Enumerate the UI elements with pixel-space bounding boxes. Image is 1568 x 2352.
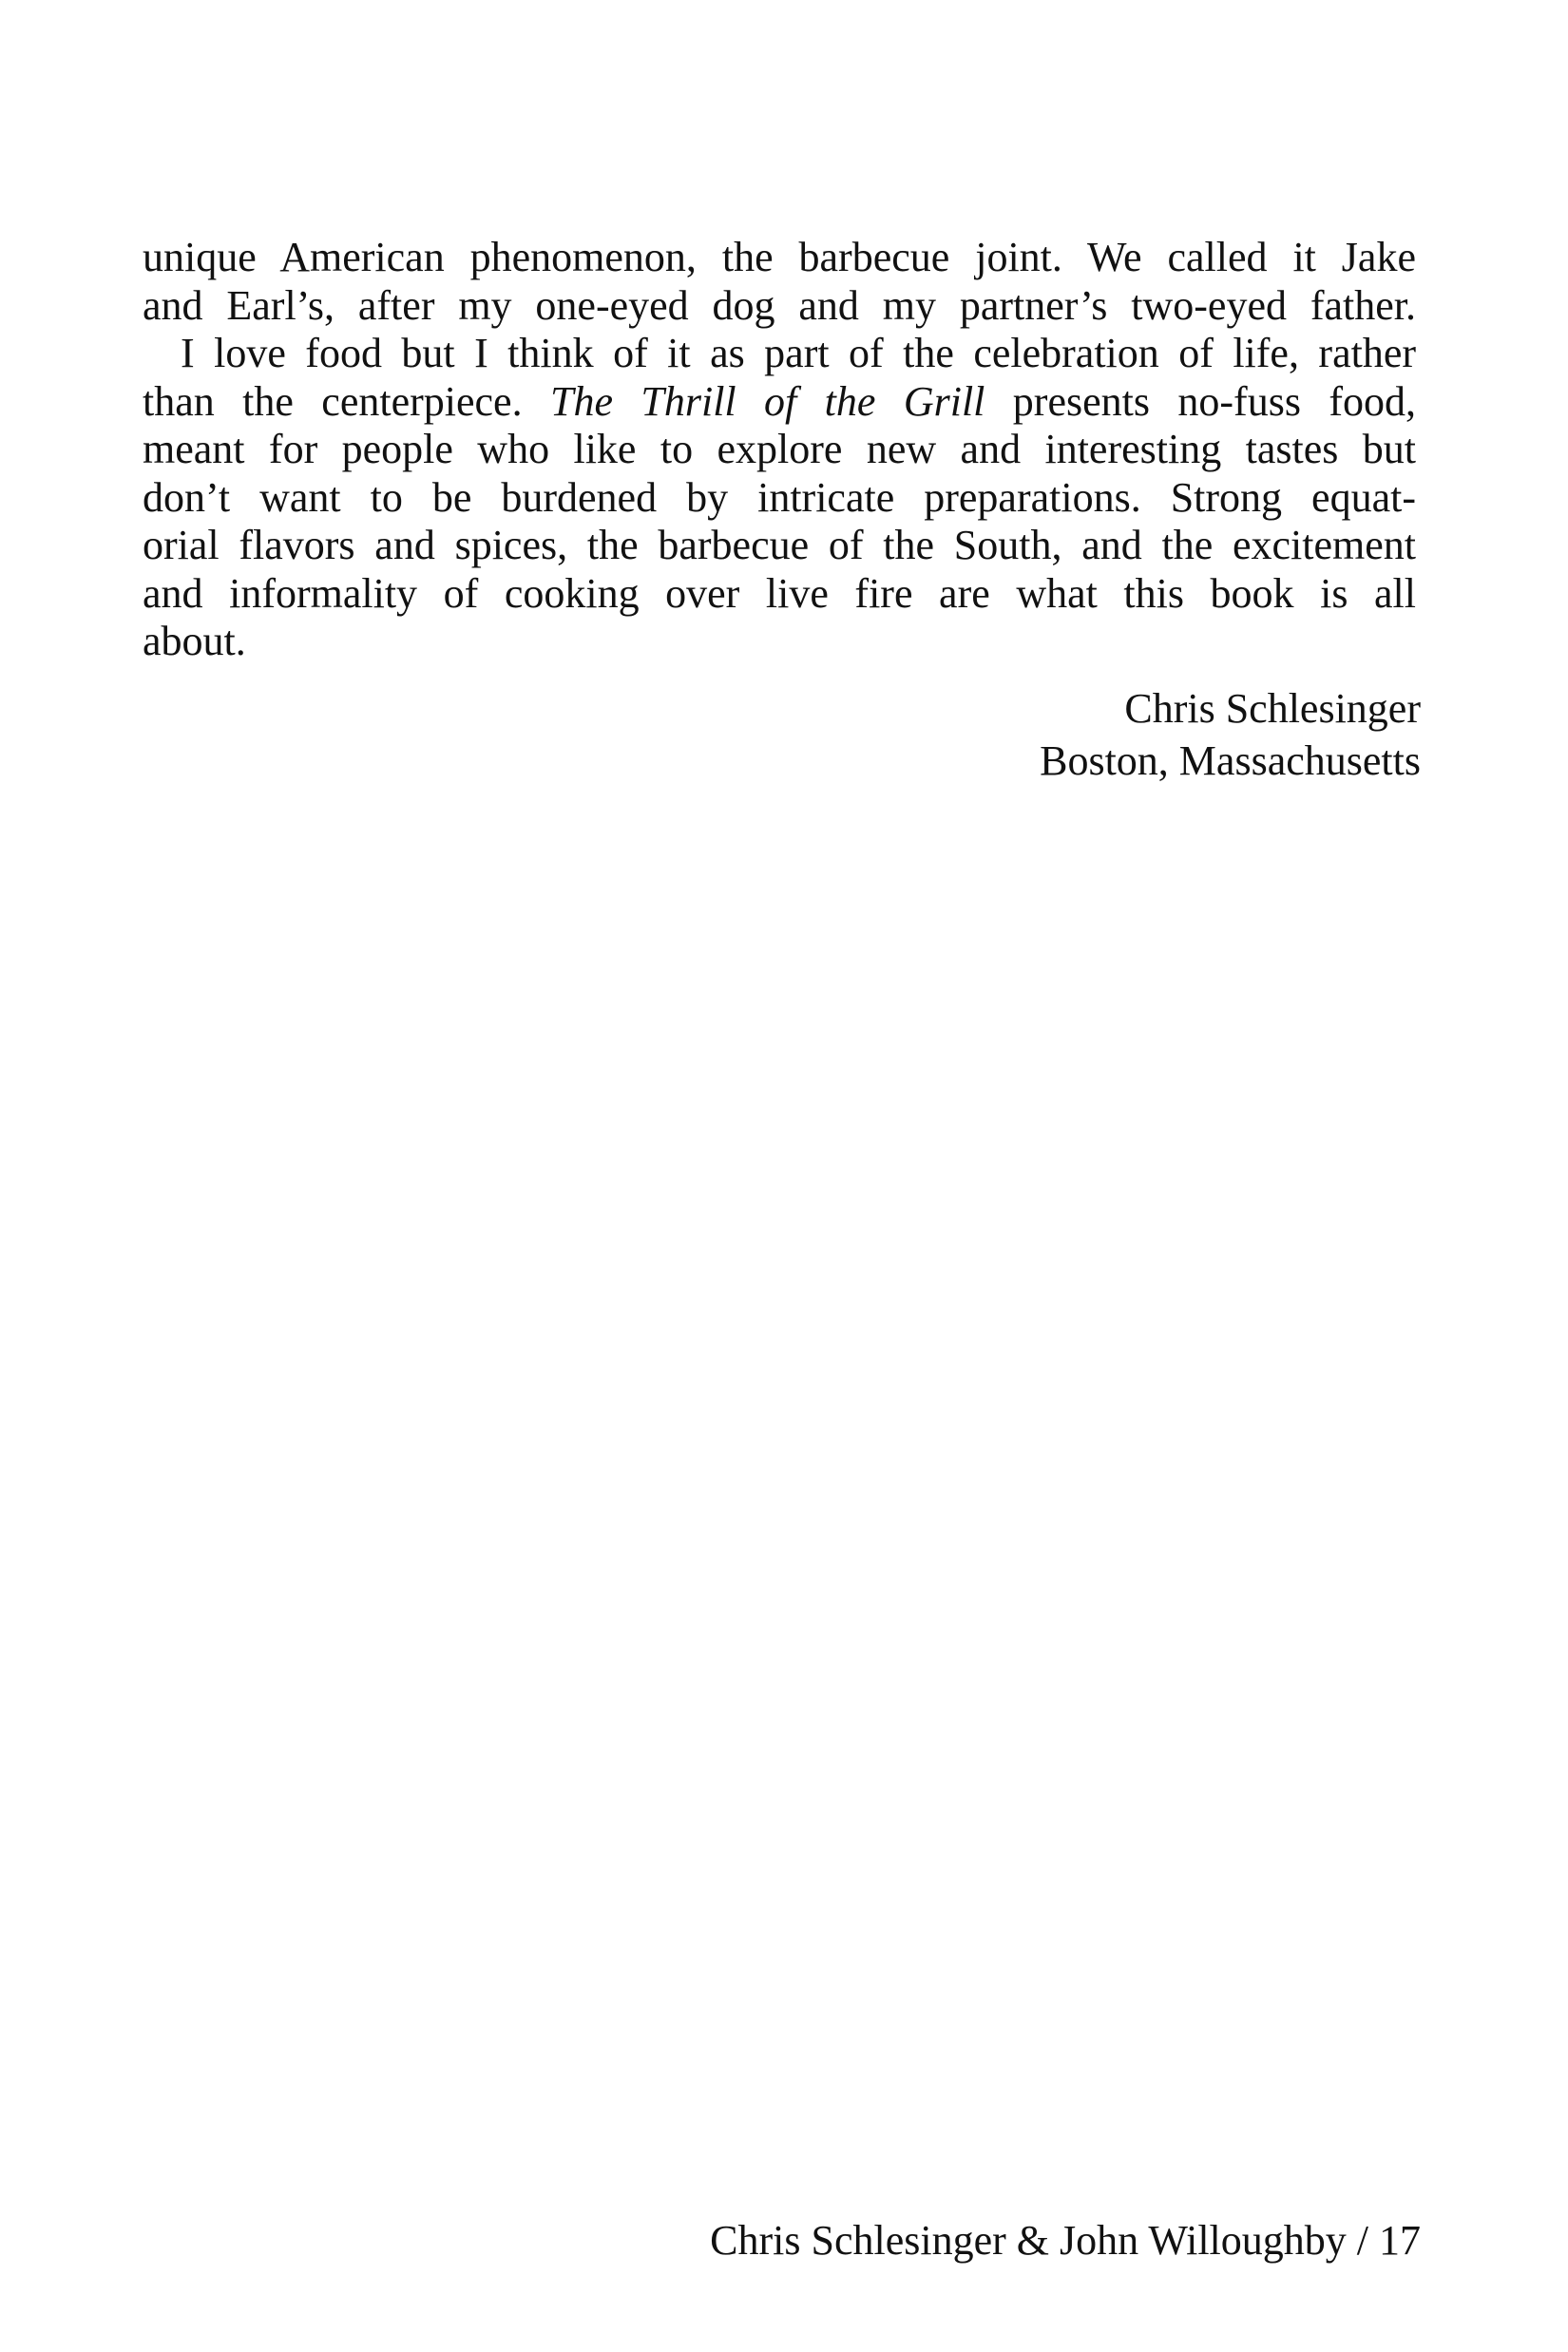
body-line: I love food but I think of it as part of the celebration of life, rather <box>181 330 1416 376</box>
text-fragment: presents no-fuss food, <box>985 377 1416 425</box>
book-title: The Thrill of the Grill <box>549 377 985 425</box>
page-footer: Chris Schlesinger & John Willoughby / 17 <box>710 2217 1421 2264</box>
body-line: don’t want to be burdened by intricate preparations. Strong equat- <box>143 473 1416 521</box>
body-line: about. <box>143 618 246 664</box>
signature-block <box>1040 682 1421 787</box>
text-fragment: than the centerpiece. <box>143 377 550 425</box>
author-location: Boston, Massachusetts <box>1040 737 1421 784</box>
body-line: meant for people who like to explore new and interesting tastes but <box>143 426 1416 472</box>
body-line: and informality of cooking over live fire are what this book is all <box>143 569 1416 617</box>
body-line: unique American phenomenon, the barbecue joint. We called it Jake <box>143 234 1416 280</box>
body-text <box>143 234 1416 666</box>
author-name: Chris Schlesinger <box>1124 685 1421 732</box>
body-line: and Earl’s, after my one-eyed dog and my partner’s two-eyed father. <box>143 281 1416 329</box>
body-line-with-title <box>143 378 1416 427</box>
body-line: orial flavors and spices, the barbecue of the South, and the excitement <box>143 522 1416 568</box>
